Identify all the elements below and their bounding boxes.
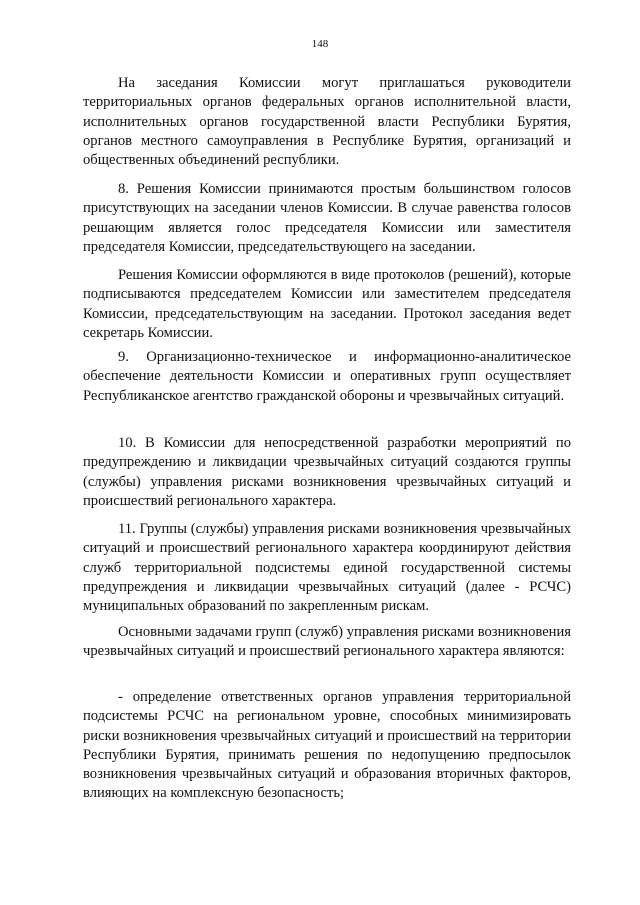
paragraph-invitees: На заседания Комиссии могут приглашаться руководители территориальных органов федеральных органов исполнительной власти, исполнительных органов государственной власти Республики Бурятия, органов местного самоуправления в Республике Бурятия, организаций и общественных объединений республики. xyxy=(83,75,571,169)
paragraph-9-support: 9. Организационно-техническое и информационно-аналитическое обеспечение деятельности Комиссии и оперативных групп осуществляет Республиканское агентство гражданской обороны и чрезвычайных ситуаций. xyxy=(83,349,571,404)
page-number: 148 xyxy=(311,38,329,50)
paragraph-task-item: - определение ответственных органов управления территориальной подсистемы РСЧС на региональном уровне, способных минимизировать риски возникновения чрезвычайных ситуаций и происшествий на территории Республики Бурятия, принимать решения по недопущению предпосылок возникновения чрезвычайных ситуаций и образования вторичных факторов, влияющих на комплексную безопасность; xyxy=(83,689,571,802)
paragraph-main-tasks: Основными задачами групп (служб) управления рисками возникновения чрезвычайных ситуаций и происшествий регионального характера являются: xyxy=(83,624,571,660)
paragraph-8-decisions: 8. Решения Комиссии принимаются простым большинством голосов присутствующих на заседании членов Комиссии. В случае равенства голосов решающим является голос председателя Комиссии или заместителя председателя Комиссии, председательствующего на заседании. xyxy=(83,181,571,255)
paragraph-protocols: Решения Комиссии оформляются в виде протоколов (решений), которые подписываются председателем Комиссии или заместителем председателя Комиссии, председательствующим на заседании. Протокол заседания ведет секретарь Комиссии. xyxy=(83,267,571,341)
paragraph-10-groups: 10. В Комиссии для непосредственной разработки мероприятий по предупреждению и ликвидации чрезвычайных ситуаций создаются группы (службы) управления рисками возникновения чрезвычайных ситуаций и происшествий регионального характера. xyxy=(83,435,571,509)
paragraph-11-coordination: 11. Группы (службы) управления рисками возникновения чрезвычайных ситуаций и происшествий регионального характера координируют действия служб территориальной подсистемы единой государственной системы предупреждения и ликвидации чрезвычайных ситуаций (далее - РСЧС) муниципальных образований по закрепленным рискам. xyxy=(83,521,571,615)
